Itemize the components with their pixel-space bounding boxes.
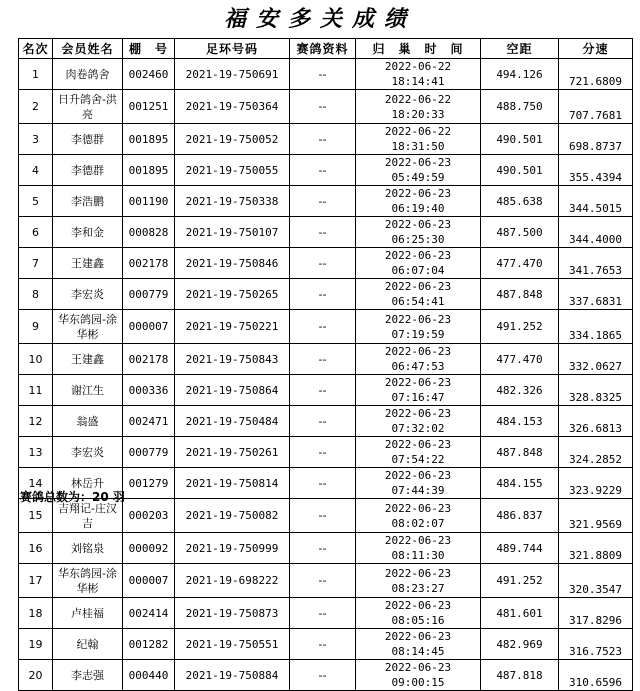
cell-pigeon-info: -- [290, 186, 356, 217]
cell-speed: 344.4000 [559, 217, 633, 248]
cell-arrival-time: 2022-06-23 06:07:04 [356, 248, 481, 279]
cell-member-name: 李浩鹏 [53, 186, 123, 217]
cell-ring-no: 2021-19-698222 [175, 564, 290, 598]
cell-pigeon-info: -- [290, 248, 356, 279]
cell-rank: 2 [19, 90, 53, 124]
cell-speed: 324.2852 [559, 437, 633, 468]
cell-loft-no: 001279 [123, 468, 175, 499]
table-row [19, 406, 633, 437]
table-row [19, 660, 633, 691]
cell-distance: 484.155 [481, 468, 559, 499]
cell-pigeon-info: -- [290, 598, 356, 629]
cell-arrival-time: 2022-06-23 08:05:16 [356, 598, 481, 629]
header-rank: 名次 [19, 39, 53, 59]
cell-speed: 321.9569 [559, 499, 633, 533]
cell-pigeon-info: -- [290, 59, 356, 90]
cell-rank: 4 [19, 155, 53, 186]
cell-distance: 481.601 [481, 598, 559, 629]
cell-rank: 3 [19, 124, 53, 155]
cell-distance: 494.126 [481, 59, 559, 90]
cell-loft-no: 000828 [123, 217, 175, 248]
cell-loft-no: 000336 [123, 375, 175, 406]
cell-pigeon-info: -- [290, 629, 356, 660]
cell-arrival-time: 2022-06-23 06:54:41 [356, 279, 481, 310]
cell-arrival-time: 2022-06-23 07:19:59 [356, 310, 481, 344]
header-row [19, 39, 633, 59]
cell-distance: 490.501 [481, 155, 559, 186]
cell-ring-no: 2021-19-750843 [175, 344, 290, 375]
cell-rank: 16 [19, 533, 53, 564]
cell-member-name: 李德群 [53, 124, 123, 155]
cell-rank: 8 [19, 279, 53, 310]
table-row [19, 598, 633, 629]
cell-ring-no: 2021-19-750864 [175, 375, 290, 406]
cell-ring-no: 2021-19-750884 [175, 660, 290, 691]
cell-distance: 487.818 [481, 660, 559, 691]
cell-ring-no: 2021-19-750261 [175, 437, 290, 468]
cell-pigeon-info: -- [290, 375, 356, 406]
cell-speed: 721.6809 [559, 59, 633, 90]
cell-loft-no: 001251 [123, 90, 175, 124]
cell-speed: 337.6831 [559, 279, 633, 310]
cell-member-name: 李和金 [53, 217, 123, 248]
cell-ring-no: 2021-19-750484 [175, 406, 290, 437]
total-count: 赛鸽总数为：20 羽 [20, 490, 125, 504]
cell-arrival-time: 2022-06-22 18:20:33 [356, 90, 481, 124]
header-speed: 分速 [559, 39, 633, 59]
cell-member-name: 林岳升 [53, 468, 123, 499]
cell-rank: 15 [19, 499, 53, 533]
cell-ring-no: 2021-19-750107 [175, 217, 290, 248]
header-ring-no: 足环号码 [175, 39, 290, 59]
cell-ring-no: 2021-19-750551 [175, 629, 290, 660]
cell-distance: 490.501 [481, 124, 559, 155]
cell-speed: 355.4394 [559, 155, 633, 186]
cell-pigeon-info: -- [290, 533, 356, 564]
cell-distance: 489.744 [481, 533, 559, 564]
cell-member-name: 王建鑫 [53, 344, 123, 375]
cell-pigeon-info: -- [290, 90, 356, 124]
cell-loft-no: 002178 [123, 248, 175, 279]
cell-distance: 485.638 [481, 186, 559, 217]
cell-member-name: 刘铭泉 [53, 533, 123, 564]
table-row [19, 186, 633, 217]
cell-rank: 14 [19, 468, 53, 499]
table-row [19, 437, 633, 468]
cell-ring-no: 2021-19-750052 [175, 124, 290, 155]
cell-arrival-time: 2022-06-23 07:44:39 [356, 468, 481, 499]
cell-loft-no: 000092 [123, 533, 175, 564]
cell-speed: 334.1865 [559, 310, 633, 344]
cell-ring-no: 2021-19-750082 [175, 499, 290, 533]
cell-member-name: 华东鸽园-涂华彬 [53, 564, 123, 598]
cell-ring-no: 2021-19-750221 [175, 310, 290, 344]
cell-arrival-time: 2022-06-23 06:19:40 [356, 186, 481, 217]
cell-pigeon-info: -- [290, 437, 356, 468]
cell-rank: 7 [19, 248, 53, 279]
cell-ring-no: 2021-19-750691 [175, 59, 290, 90]
cell-ring-no: 2021-19-750873 [175, 598, 290, 629]
cell-distance: 477.470 [481, 344, 559, 375]
cell-ring-no: 2021-19-750846 [175, 248, 290, 279]
cell-pigeon-info: -- [290, 468, 356, 499]
table-row [19, 217, 633, 248]
cell-member-name: 李德群 [53, 155, 123, 186]
cell-rank: 17 [19, 564, 53, 598]
table-row [19, 248, 633, 279]
cell-speed: 332.0627 [559, 344, 633, 375]
cell-pigeon-info: -- [290, 155, 356, 186]
header-pigeon-info: 赛鸽资料 [290, 39, 356, 59]
cell-loft-no: 001895 [123, 124, 175, 155]
cell-ring-no: 2021-19-750338 [175, 186, 290, 217]
cell-loft-no: 000779 [123, 437, 175, 468]
cell-member-name: 吉翔记-庄汉吉 [53, 499, 123, 533]
cell-arrival-time: 2022-06-23 08:11:30 [356, 533, 481, 564]
cell-rank: 1 [19, 59, 53, 90]
cell-ring-no: 2021-19-750999 [175, 533, 290, 564]
cell-rank: 18 [19, 598, 53, 629]
cell-member-name: 李志强 [53, 660, 123, 691]
cell-speed: 317.8296 [559, 598, 633, 629]
header-member-name: 会员姓名 [53, 39, 123, 59]
cell-distance: 491.252 [481, 564, 559, 598]
cell-pigeon-info: -- [290, 660, 356, 691]
cell-pigeon-info: -- [290, 499, 356, 533]
cell-speed: 328.8325 [559, 375, 633, 406]
cell-speed: 698.8737 [559, 124, 633, 155]
cell-arrival-time: 2022-06-22 18:31:50 [356, 124, 481, 155]
cell-speed: 320.3547 [559, 564, 633, 598]
cell-loft-no: 000203 [123, 499, 175, 533]
cell-ring-no: 2021-19-750814 [175, 468, 290, 499]
cell-rank: 20 [19, 660, 53, 691]
cell-pigeon-info: -- [290, 217, 356, 248]
cell-arrival-time: 2022-06-23 05:49:59 [356, 155, 481, 186]
cell-member-name: 谢江生 [53, 375, 123, 406]
table-row [19, 533, 633, 564]
cell-arrival-time: 2022-06-23 08:02:07 [356, 499, 481, 533]
table-row [19, 124, 633, 155]
cell-arrival-time: 2022-06-23 07:16:47 [356, 375, 481, 406]
cell-loft-no: 002471 [123, 406, 175, 437]
cell-arrival-time: 2022-06-23 09:00:15 [356, 660, 481, 691]
cell-arrival-time: 2022-06-23 07:32:02 [356, 406, 481, 437]
cell-speed: 310.6596 [559, 660, 633, 691]
cell-member-name: 日升鸽舍-洪亮 [53, 90, 123, 124]
cell-speed: 341.7653 [559, 248, 633, 279]
table-row [19, 90, 633, 124]
cell-member-name: 李宏炎 [53, 279, 123, 310]
cell-loft-no: 002178 [123, 344, 175, 375]
header-distance: 空距 [481, 39, 559, 59]
page-title: 福安多关成绩 [223, 6, 416, 32]
cell-member-name: 李宏炎 [53, 437, 123, 468]
cell-loft-no: 000007 [123, 310, 175, 344]
cell-distance: 477.470 [481, 248, 559, 279]
cell-loft-no: 002414 [123, 598, 175, 629]
cell-rank: 11 [19, 375, 53, 406]
cell-rank: 10 [19, 344, 53, 375]
cell-pigeon-info: -- [290, 310, 356, 344]
cell-arrival-time: 2022-06-23 08:23:27 [356, 564, 481, 598]
cell-member-name: 翁盛 [53, 406, 123, 437]
cell-distance: 488.750 [481, 90, 559, 124]
cell-loft-no: 001190 [123, 186, 175, 217]
cell-pigeon-info: -- [290, 564, 356, 598]
table-row [19, 375, 633, 406]
cell-arrival-time: 2022-06-23 06:25:30 [356, 217, 481, 248]
cell-arrival-time: 2022-06-23 07:54:22 [356, 437, 481, 468]
cell-rank: 5 [19, 186, 53, 217]
table-row [19, 344, 633, 375]
cell-speed: 323.9229 [559, 468, 633, 499]
cell-member-name: 肉卷鸽舍 [53, 59, 123, 90]
cell-loft-no: 000779 [123, 279, 175, 310]
cell-speed: 316.7523 [559, 629, 633, 660]
cell-distance: 487.848 [481, 279, 559, 310]
cell-distance: 484.153 [481, 406, 559, 437]
table-row [19, 155, 633, 186]
table-row [19, 629, 633, 660]
cell-member-name: 卢桂福 [53, 598, 123, 629]
cell-ring-no: 2021-19-750055 [175, 155, 290, 186]
cell-distance: 491.252 [481, 310, 559, 344]
cell-rank: 6 [19, 217, 53, 248]
cell-arrival-time: 2022-06-23 08:14:45 [356, 629, 481, 660]
cell-member-name: 华东鸽园-涂华彬 [53, 310, 123, 344]
results-table [18, 38, 633, 691]
cell-loft-no: 001282 [123, 629, 175, 660]
cell-ring-no: 2021-19-750364 [175, 90, 290, 124]
cell-loft-no: 000440 [123, 660, 175, 691]
table-row [19, 59, 633, 90]
header-arrival-time: 归 巢 时 间 [356, 39, 481, 59]
table-row [19, 310, 633, 344]
cell-speed: 707.7681 [559, 90, 633, 124]
cell-rank: 9 [19, 310, 53, 344]
cell-rank: 12 [19, 406, 53, 437]
cell-member-name: 纪翰 [53, 629, 123, 660]
cell-pigeon-info: -- [290, 344, 356, 375]
cell-loft-no: 002460 [123, 59, 175, 90]
cell-loft-no: 001895 [123, 155, 175, 186]
cell-pigeon-info: -- [290, 406, 356, 437]
cell-distance: 482.326 [481, 375, 559, 406]
cell-ring-no: 2021-19-750265 [175, 279, 290, 310]
cell-member-name: 王建鑫 [53, 248, 123, 279]
cell-distance: 487.848 [481, 437, 559, 468]
cell-rank: 13 [19, 437, 53, 468]
cell-pigeon-info: -- [290, 124, 356, 155]
table-row [19, 564, 633, 598]
cell-distance: 482.969 [481, 629, 559, 660]
results-body [19, 59, 633, 691]
table-row [19, 279, 633, 310]
cell-rank: 19 [19, 629, 53, 660]
cell-loft-no: 000007 [123, 564, 175, 598]
cell-arrival-time: 2022-06-23 06:47:53 [356, 344, 481, 375]
cell-speed: 326.6813 [559, 406, 633, 437]
cell-distance: 487.500 [481, 217, 559, 248]
cell-pigeon-info: -- [290, 279, 356, 310]
header-loft-no: 棚 号 [123, 39, 175, 59]
cell-speed: 344.5015 [559, 186, 633, 217]
cell-speed: 321.8809 [559, 533, 633, 564]
cell-arrival-time: 2022-06-22 18:14:41 [356, 59, 481, 90]
cell-distance: 486.837 [481, 499, 559, 533]
